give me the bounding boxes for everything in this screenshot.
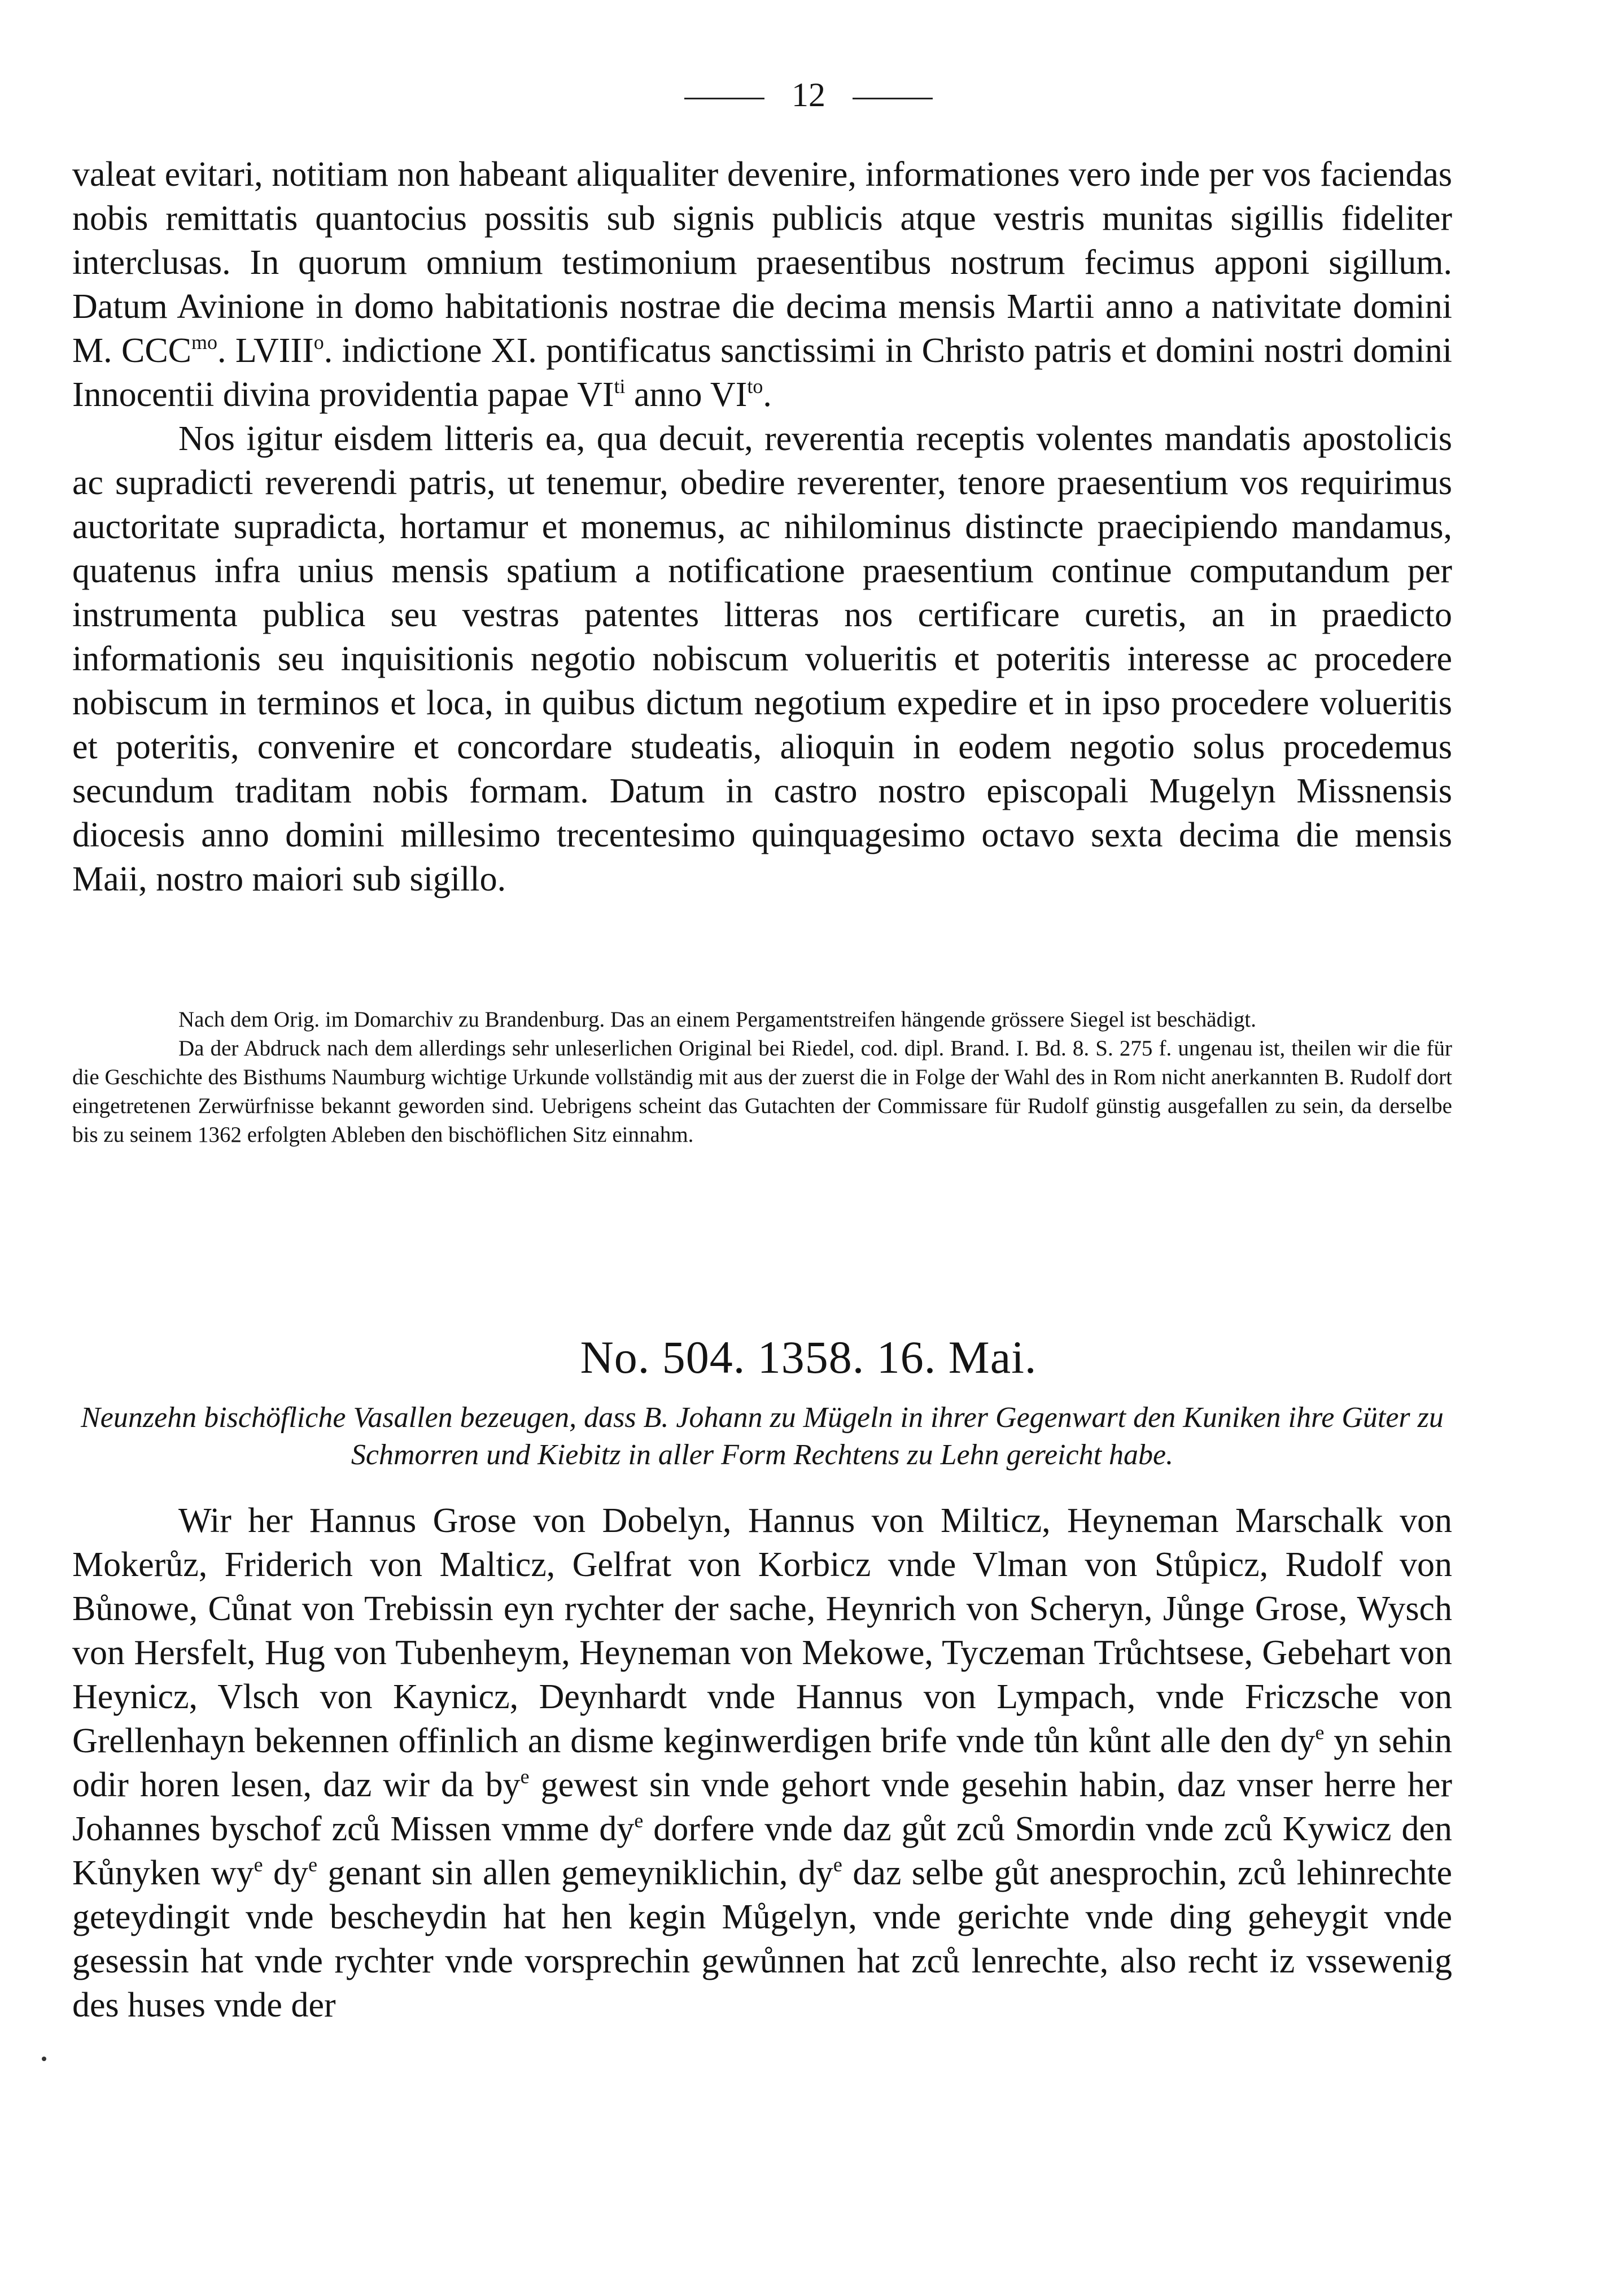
- document-summary: Neunzehn bischöfliche Vasallen bezeugen, dass B. Johann zu Mügeln in ihrer Gegenwart den Kuniken ihre Güter zu Schmorren und Kiebitz in aller Form Rechtens zu Lehn gereicht habe.: [81, 1402, 1444, 1471]
- document-heading: No. 504. 1358. 16. Mai.: [580, 1332, 1037, 1383]
- main-paragraph: Nos igitur eisdem litteris ea, qua decuit, reverentia receptis volentes mandatis apostolicis ac supradicti reverendi patris, ut tenemur, obedire reverenter, tenore praesentium vos requirimus auctoritate supradicta, hortamur et monemus, ac nihilominus distincte praecipiendo mandamus, quatenus infra unius mensis spatium a notificatione praesentium continue computandum per instrumenta publica seu vestras patentes litteras nos certificare curetis, an in praedicto informationis seu inquisitionis negotio nobiscum volueritis et poteritis interesse ac procedere nobiscum in terminos et loca, in quibus dictum negotium expedire et in ipso procedere volueritis et poteritis, convenire et concordare studeatis, alioquin in eodem negotio solus procedemus secundum traditam nobis formam. Datum in castro nostro episcopali Mugelyn Missnensis diocesis anno domini millesimo trecentesimo quinquagesimo octavo sexta decima die mensis Maii, nostro maiori sub sigillo.: [72, 420, 1452, 898]
- continued-text-block: [72, 152, 1452, 901]
- continued-paragraph: valeat evitari, notitiam non habeant aliqualiter devenire, informationes vero inde per vos faciendas nobis remittatis quantocius possitis sub signis publicis atque vestris munitas sigillis fideliter interclusas. In quorum omnium testimonium praesentibus nostrum fecimus apponi sigillum. Datum Avinione in domo habitationis nostrae die decima mensis Martii anno a nativitate domini M. $CCC^{mo}$. LVIII$^o$. indictione XI. pontificatus sanctissimi in Christo patris et domini nostri domini Innocentii divina providentia papae $VI^{ti}$ anno $VI^{to}$.: [72, 155, 1452, 414]
- page-header: [0, 72, 1617, 117]
- note-source: Nach dem Orig. im Domarchiv zu Brandenburg. Das an einem Pergamentstreifen hängende grössere Siegel ist beschädigt.: [178, 1007, 1257, 1032]
- document-body: [72, 1499, 1452, 2027]
- editorial-notes: [72, 1005, 1452, 1149]
- header-rule-right: [853, 98, 933, 99]
- page-number: 12: [792, 76, 825, 114]
- header-rule-left: [684, 98, 764, 99]
- margin-mark: [42, 2057, 46, 2061]
- note-commentary: Da der Abdruck nach dem allerdings sehr unleserlichen Original bei Riedel, cod. dipl. Brand. I. Bd. 8. S. 275 f. ungenau ist, theilen wir die für die Geschichte des Bisthums Naumburg wichtige Urkunde vollständig mit aus der zuerst die in Folge der Wahl des in Rom nicht anerkannten B. Rudolf dort eingetretenen Zerwürfnisse bekannt geworden sind. Uebrigens scheint das Gutachten der Commissare für Rudolf günstig ausgefallen zu sein, da derselbe bis zu seinem 1362 erfolgten Ableben den bischöflichen Sitz einnahm.: [72, 1036, 1452, 1147]
- document-body-paragraph: Wir her Hannus Grose von Dobelyn, Hannus von Milticz, Heyneman Marschalk von Mokerůz, Friderich von Malticz, Gelfrat von Korbicz vnde Vlman von Stůpicz, Rudolf von Bůnowe, Cůnat von Trebissin eyn rychter der sache, Heynrich von Scheryn, Jůnge Grose, Wysch von Hersfelt, Hug von Tubenheym, Heyneman von Mekowe, Tyczeman Trůchtsese, Gebehart von Heynicz, Vlsch von Kaynicz, Deynhardt vnde Hannus von Lympach, vnde Friczsche von Grellenhayn bekennen offinlich an disme keginwerdigen brife vnde tůn kůnt alle den $dy^e$ yn sehin odir horen lesen, daz wir da $by^e$ gewest sin vnde gehort vnde gesehin habin, daz vnser herre her Johannes byschof zců Missen vmme $dy^e$ dorfere vnde daz gůt zců Smordin vnde zců Kywicz den Kůnyken $wy^e$ $dy^e$ genant sin allen gemeyniklichin, $dy^e$ daz selbe gůt anesprochin, zců lehinrechte geteydingit vnde bescheydin hat hen kegin Můgelyn, vnde gerichte vnde ding geheygit vnde gesessin hat vnde rychter vnde vorsprechin gewůnnen hat zců lenrechte, also recht iz vssewenig des huses vnde der: [72, 1501, 1452, 2024]
